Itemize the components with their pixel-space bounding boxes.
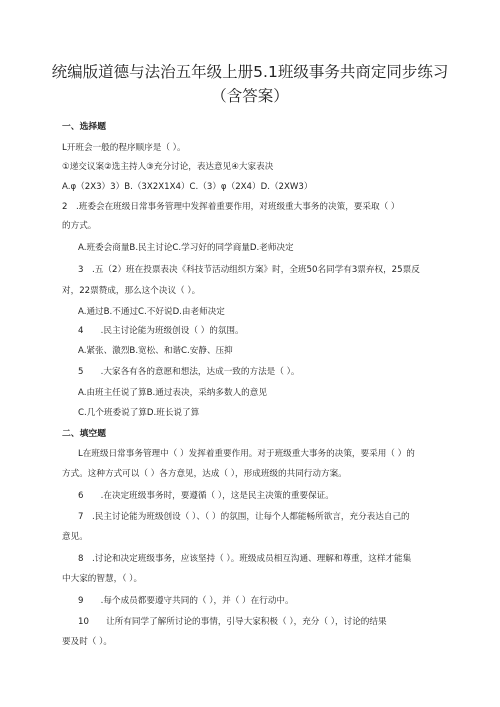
question-1-items: ①递交议案②选主持人③充分讨论，表达意见④大家表决 [62, 162, 274, 172]
section-heading-choice: 一、选择题 [62, 122, 106, 132]
fill-8-line1: 8 .讨论和决定班级事务，应该坚持（ ）。班级成员相互沟通、理解和尊重，这样才能集 [78, 554, 412, 564]
question-2-options: A.班委会商量B.民主讨论C.学习好的同学商量D.老师决定 [78, 243, 294, 253]
fill-1-line1: L在班级日常事务管理中（ ）发挥着重要作用。对于班级重大事务的决策，要采用（ ）的 [78, 449, 415, 459]
question-3-options: A.通过B.不通过C.不好说D.由老师决定 [78, 307, 225, 317]
question-1-options: A.φ（2X3）3）B.（3X2X1X4）C.（3）φ（2X4）D.（2XW3） [62, 182, 313, 192]
question-4-options: A.紧张、激烈B.宽松、和谐C.安静、压抑 [78, 346, 233, 356]
question-2-line2: 的方式。 [62, 221, 97, 231]
fill-10-line2: 要及时（ ）。 [62, 637, 112, 647]
question-3-line2: 对，22票赞成，那么这个决议（ ）。 [62, 286, 201, 296]
fill-6: 6 .在决定班级事务时，要遵循（ ），这是民主决策的重要保证。 [78, 491, 334, 501]
fill-7-line2: 意见。 [62, 532, 88, 542]
question-5-stem: 5 .大家各有各的意愿和想法，达成一致的方法是（ ）。 [78, 367, 300, 377]
question-5-options2: C.几个班委说了算D.班长说了算 [78, 408, 200, 418]
question-2-line1: 2 .班委会在班级日常事务管理中发挥着重要作用，对班级重大事务的决策，要采取（ ） [62, 202, 400, 212]
fill-9: 9 .每个成员都要遵守共同的（ ），并（ ）在行动中。 [78, 596, 294, 606]
fill-8-line2: 中大家的智慧，（ ）。 [62, 574, 143, 584]
doc-title: 统编版道德与法治五年级上册5.1班级事务共商定同步练习 [51, 63, 449, 81]
section-heading-fill: 二、填空题 [62, 429, 106, 439]
question-1-stem: L开班会一般的程序顺序是（ ）。 [62, 143, 186, 153]
question-4-stem: 4 .民主讨论能为班级创设（ ）的氛围。 [78, 326, 244, 336]
fill-1-line2: 方式。这种方式可以（ ）各方意见，达成（ ），形成班级的共同行动方案。 [62, 469, 347, 479]
doc-subtitle: （含答案） [211, 87, 289, 105]
question-5-options1: A.由班主任说了算B.通过表决，采纳多数人的意见 [78, 388, 267, 398]
fill-10-line1: 10 让所有同学了解所讨论的事情，引导大家积极（ ），充分（ ），讨论的结果 [78, 617, 387, 627]
question-3-line1: 3 .五（2）班在投票表决《科技节活动组织方案》时，全班50名同学有3票弃权，25票反 [78, 265, 420, 275]
fill-7-line1: 7 .民主讨论能为班级创设（ ）、（ ）的氛围，让每个人都能畅所欲言，充分表达自己的 [78, 512, 410, 522]
